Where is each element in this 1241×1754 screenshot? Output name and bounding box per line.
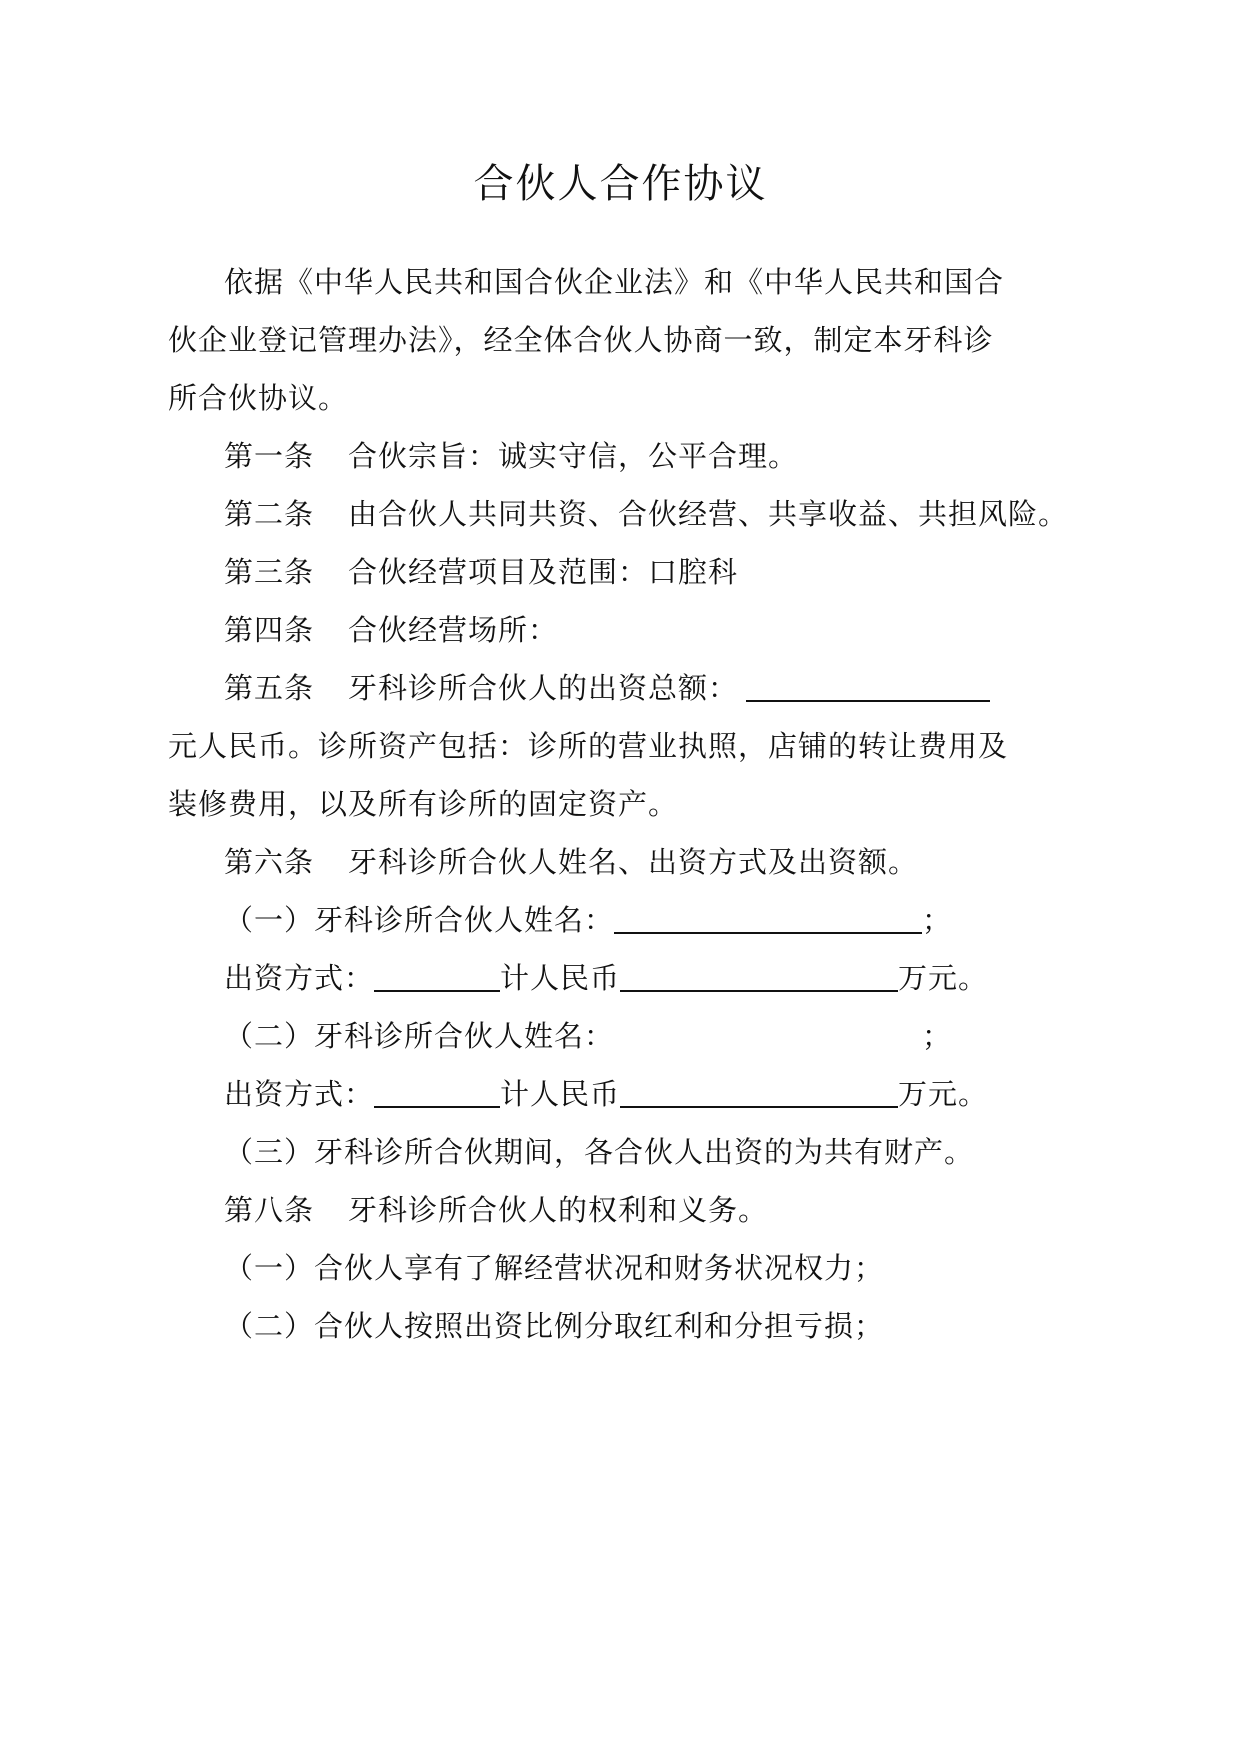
line-end: ；: [922, 903, 953, 937]
partner-1-name-blank[interactable]: [614, 902, 922, 934]
article-text: 合伙经营项目及范围：口腔科: [348, 555, 739, 589]
article-number: 第六条: [224, 845, 315, 879]
article-number: 第五条: [224, 671, 315, 705]
rmb-label: 计人民币: [500, 961, 621, 995]
article-number: 第一条: [224, 439, 315, 473]
partner-2-amount-blank[interactable]: [620, 1076, 898, 1108]
unit-label: 万元。: [898, 1077, 989, 1111]
article-number: 第二条: [224, 497, 315, 531]
preamble-line-3: 所合伙协议。: [168, 381, 349, 415]
article-text: 由合伙人共同共资、合伙经营、共享收益、共担风险。: [348, 497, 1069, 531]
document-title: 合伙人合作协议: [473, 161, 768, 207]
article-6: [224, 842, 918, 882]
rights-item-1: （一）合伙人享有了解经营状况和财务状况权力；: [224, 1251, 885, 1285]
unit-label: 万元。: [898, 961, 989, 995]
partner-1-capital-line: [224, 958, 988, 998]
article-8: [224, 1190, 768, 1230]
preamble-line-2: 伙企业登记管理办法》，经全体合伙人协商一致，制定本牙科诊: [168, 323, 994, 357]
total-capital-blank[interactable]: [746, 670, 990, 702]
partner-name-label: （二）牙科诊所合伙人姓名：: [224, 1019, 615, 1053]
preamble-line-1: 依据《中华人民共和国合伙企业法》和《中华人民共和国合: [224, 265, 1005, 299]
article-5-cont-2: 装修费用，以及所有诊所的固定资产。: [168, 787, 679, 821]
method-label: 出资方式：: [224, 961, 375, 995]
method-label: 出资方式：: [224, 1077, 375, 1111]
article-number: 第四条: [224, 613, 315, 647]
partner-1-method-blank[interactable]: [374, 960, 500, 992]
partner-2-method-blank[interactable]: [374, 1076, 500, 1108]
partner-1-name-line: [224, 900, 952, 940]
rmb-label: 计人民币: [500, 1077, 621, 1111]
partner-name-label: （一）牙科诊所合伙人姓名：: [224, 903, 615, 937]
article-2: [224, 494, 1068, 534]
article-5-cont-1: 元人民币。诊所资产包括：诊所的营业执照，店铺的转让费用及: [168, 729, 1009, 763]
article-text: 牙科诊所合伙人的权利和义务。: [348, 1193, 769, 1227]
article-number: 第三条: [224, 555, 315, 589]
clause-3: （三）牙科诊所合伙期间，各合伙人出资的为共有财产。: [224, 1135, 975, 1169]
article-text: 合伙宗旨：诚实守信，公平合理。: [348, 439, 799, 473]
article-text: 牙科诊所合伙人的出资总额：: [348, 671, 739, 705]
article-text: 牙科诊所合伙人姓名、出资方式及出资额。: [348, 845, 919, 879]
article-3: [224, 552, 738, 592]
rights-item-2: （二）合伙人按照出资比例分取红利和分担亏损；: [224, 1309, 885, 1343]
line-end: ；: [922, 1019, 953, 1053]
partner-2-capital-line: [224, 1074, 988, 1114]
article-4: [224, 610, 558, 650]
article-text: 合伙经营场所：: [348, 613, 559, 647]
article-5: [224, 668, 990, 708]
partner-1-amount-blank[interactable]: [620, 960, 898, 992]
partner-2-name-line: [224, 1016, 952, 1056]
article-number: 第八条: [224, 1193, 315, 1227]
article-1: [224, 436, 798, 476]
